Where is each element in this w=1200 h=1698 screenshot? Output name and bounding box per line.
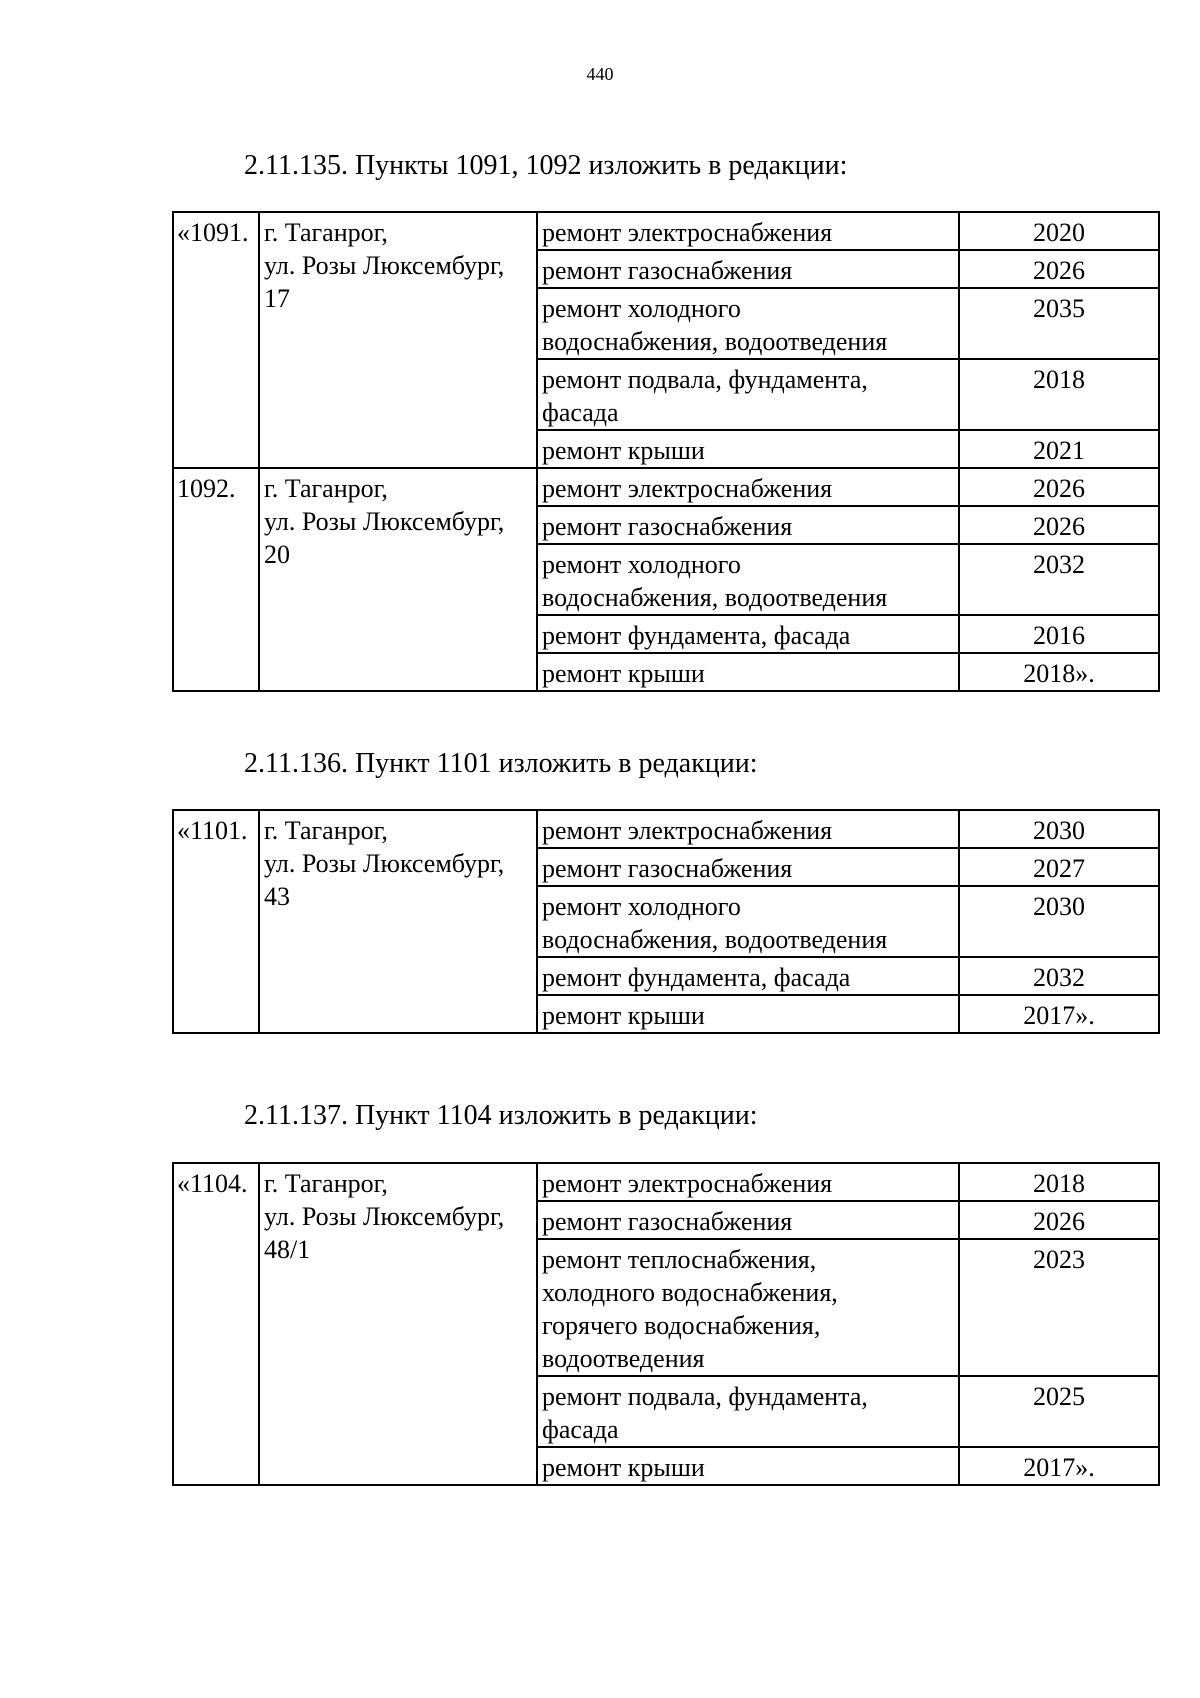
year-cell: 2032 [959,957,1159,995]
work-cell [537,430,959,468]
year-cell: 2026 [959,468,1159,506]
work-line: ремонт крыши [542,1453,705,1482]
work-line: ремонт подвала, фундамента, [542,365,868,394]
year-cell: 2017». [959,1447,1159,1485]
work-line: ремонт крыши [542,659,705,688]
year-cell: 2035 [959,288,1159,359]
address-line: 20 [264,540,290,569]
address-cell [259,212,537,468]
year-cell: 2023 [959,1239,1159,1376]
year-cell: 2021 [959,430,1159,468]
table-row [173,212,1159,250]
work-cell [537,544,959,615]
table-body [173,810,1159,1033]
work-cell [537,615,959,653]
address-line: г. Таганрог, [264,218,388,247]
work-cell [537,1239,959,1376]
work-line: ремонт газоснабжения [542,512,793,541]
work-cell [537,506,959,544]
address-line: г. Таганрог, [264,816,388,845]
address-cell [259,810,537,1033]
schedule-table-137 [172,1162,1160,1486]
entry-number: «1101. [173,810,259,1033]
year-cell: 2026 [959,506,1159,544]
section-heading-136: 2.11.136. Пункт 1101 изложить в редакции: [244,748,758,779]
address-line: 43 [264,882,290,911]
work-line: ремонт крыши [542,436,705,465]
work-line: ремонт электроснабжения [542,816,833,845]
work-cell [537,1163,959,1201]
address-line: г. Таганрог, [264,1169,388,1198]
address-line: 17 [264,284,290,313]
work-line: фасада [542,1415,619,1444]
work-line: ремонт холодного [542,294,741,323]
work-cell [537,1447,959,1485]
work-line: ремонт холодного [542,892,741,921]
work-cell [537,848,959,886]
year-cell: 2016 [959,615,1159,653]
address-line: г. Таганрог, [264,474,388,503]
address-line: ул. Розы Люксембург, [264,849,505,878]
work-line: фасада [542,398,619,427]
work-cell [537,468,959,506]
work-cell [537,359,959,430]
year-cell: 2017». [959,995,1159,1033]
table-row [173,468,1159,506]
table-row [173,810,1159,848]
work-line: холодного водоснабжения, [542,1278,838,1307]
year-cell: 2026 [959,250,1159,288]
work-line: ремонт газоснабжения [542,854,793,883]
address-line: ул. Розы Люксембург, [264,507,505,536]
work-line: ремонт газоснабжения [542,1207,793,1236]
year-cell: 2032 [959,544,1159,615]
address-line: ул. Розы Люксембург, [264,1202,505,1231]
work-line: водоснабжения, водоотведения [542,925,888,954]
page-number: 440 [586,64,614,84]
work-cell [537,886,959,957]
section-heading-137: 2.11.137. Пункт 1104 изложить в редакции: [244,1100,758,1131]
table-body [173,1163,1159,1485]
address-cell [259,1163,537,1485]
year-cell: 2018 [959,359,1159,430]
schedule-table-135 [172,211,1160,692]
work-line: ремонт электроснабжения [542,474,833,503]
work-cell [537,288,959,359]
work-line: ремонт электроснабжения [542,1169,833,1198]
work-line: ремонт фундамента, фасада [542,621,851,650]
year-cell: 2027 [959,848,1159,886]
section-heading-135: 2.11.135. Пункты 1091, 1092 изложить в редакции: [244,150,848,181]
work-line: водоснабжения, водоотведения [542,327,888,356]
work-cell [537,995,959,1033]
work-cell [537,1201,959,1239]
work-line: водоотведения [542,1344,705,1373]
year-cell: 2018». [959,653,1159,691]
address-line: 48/1 [264,1235,311,1264]
work-line: ремонт холодного [542,550,741,579]
schedule-table-136 [172,809,1160,1034]
year-cell: 2030 [959,886,1159,957]
work-line: ремонт подвала, фундамента, [542,1382,868,1411]
work-cell [537,212,959,250]
work-cell [537,957,959,995]
year-cell: 2026 [959,1201,1159,1239]
year-cell: 2020 [959,212,1159,250]
address-cell [259,468,537,691]
year-cell: 2018 [959,1163,1159,1201]
address-line: ул. Розы Люксембург, [264,251,505,280]
entry-number: «1104. [173,1163,259,1485]
work-line: ремонт крыши [542,1001,705,1030]
work-cell [537,250,959,288]
work-cell [537,810,959,848]
entry-number: «1091. [173,212,259,468]
table-body [173,212,1159,691]
work-line: горячего водоснабжения, [542,1311,821,1340]
table-row [173,1163,1159,1201]
year-cell: 2025 [959,1376,1159,1447]
work-line: водоснабжения, водоотведения [542,583,888,612]
work-line: ремонт фундамента, фасада [542,963,851,992]
year-cell: 2030 [959,810,1159,848]
work-line: ремонт теплоснабжения, [542,1245,817,1274]
work-line: ремонт газоснабжения [542,256,793,285]
entry-number: 1092. [173,468,259,691]
work-cell [537,1376,959,1447]
work-cell [537,653,959,691]
work-line: ремонт электроснабжения [542,218,833,247]
